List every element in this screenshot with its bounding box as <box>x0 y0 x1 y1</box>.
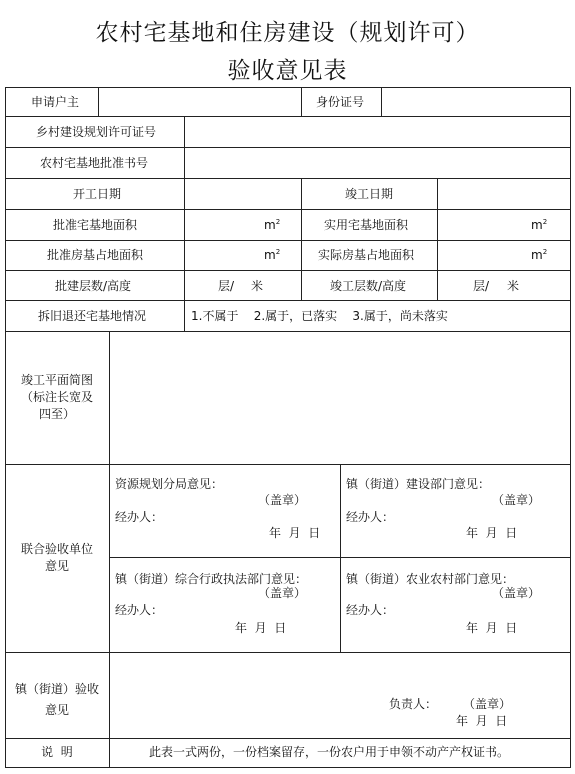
col-line <box>301 178 302 300</box>
row-line <box>5 147 571 148</box>
date-text: 年 月 日 <box>456 714 508 728</box>
seal-text: （盖章） <box>258 493 307 507</box>
completion-date-label: 竣工日期 <box>345 187 394 201</box>
note-label: 说 明 <box>41 745 73 759</box>
unit-m2: $m^2$ <box>531 218 548 232</box>
homestead-approval-label: 农村宅基地批准书号 <box>40 156 149 170</box>
meter-unit: 米 <box>507 279 520 293</box>
responsible-label: 负责人： <box>389 697 438 711</box>
approved-homestead-area-label: 批准宅基地面积 <box>53 218 138 232</box>
date-text: 年 月 日 <box>466 621 518 635</box>
unit-m2: $m^2$ <box>264 218 281 232</box>
row-line <box>5 738 571 739</box>
form-title-line2: 验收意见表 <box>227 58 348 84</box>
actual-homestead-area-label: 实用宅基地面积 <box>324 218 409 232</box>
unit-m2: $m^2$ <box>264 248 281 262</box>
row-line <box>5 240 571 241</box>
date-text: 年 月 日 <box>269 526 321 540</box>
col-line <box>184 116 185 331</box>
form-title-line1: 农村宅基地和住房建设（规划许可） <box>95 20 480 46</box>
floor-unit: 层/ <box>218 279 235 293</box>
seal-text: （盖章） <box>258 586 307 600</box>
town-acceptance-label: 镇（街道）验收 意见 <box>14 682 99 717</box>
applicant-label: 申请户主 <box>31 95 80 109</box>
meter-unit: 米 <box>251 279 264 293</box>
col-line <box>381 87 382 116</box>
approved-building-area-label: 批准房基占地面积 <box>47 248 144 262</box>
note-text: 此表一式两份，一份档案留存，一份农户用于申领不动产产权证书。 <box>149 745 510 759</box>
demolish-options: 1.不属于 2.属于，已落实 3.属于，尚未落实 <box>191 309 448 323</box>
row-line <box>5 209 571 210</box>
row-line <box>5 270 571 271</box>
handler-label: 经办人： <box>346 510 395 524</box>
seal-text: （盖章） <box>492 586 541 600</box>
permit-number-label: 乡村建设规划许可证号 <box>36 125 157 139</box>
seal-text: （盖章） <box>463 697 512 711</box>
approved-floors-label: 批建层数/高度 <box>55 279 132 293</box>
resource-bureau-opinion: 资源规划分局意见： <box>115 477 224 491</box>
floor-unit: 层/ <box>473 279 490 293</box>
completed-floors-label: 竣工层数/高度 <box>330 279 407 293</box>
actual-building-area-label: 实际房基占地面积 <box>318 248 415 262</box>
col-line <box>301 87 302 116</box>
row-line <box>5 464 571 465</box>
row-line <box>5 331 571 332</box>
col-line <box>109 331 110 768</box>
row-line <box>5 300 571 301</box>
construction-dept-opinion: 镇（街道）建设部门意见： <box>346 477 491 491</box>
row-line <box>5 652 571 653</box>
id-number-label: 身份证号 <box>316 95 365 109</box>
handler-label: 经办人： <box>115 603 164 617</box>
enforcement-dept-opinion: 镇（街道）综合行政执法部门意见： <box>115 572 308 586</box>
date-text: 年 月 日 <box>466 526 518 540</box>
sketch-label: 竣工平面简图 （标注长宽及 四至） <box>20 373 93 421</box>
start-date-label: 开工日期 <box>73 187 122 201</box>
handler-label: 经办人： <box>346 603 395 617</box>
seal-text: （盖章） <box>492 493 541 507</box>
agriculture-dept-opinion: 镇（街道）农业农村部门意见： <box>346 572 515 586</box>
col-line <box>340 464 341 652</box>
demolish-label: 拆旧退还宅基地情况 <box>38 309 147 323</box>
row-line <box>5 116 571 117</box>
row-line <box>5 178 571 179</box>
date-text: 年 月 日 <box>235 621 287 635</box>
col-line <box>98 87 99 116</box>
joint-label: 联合验收单位 意见 <box>20 542 93 573</box>
col-line <box>437 178 438 300</box>
unit-m2: $m^2$ <box>531 248 548 262</box>
handler-label: 经办人： <box>115 510 164 524</box>
